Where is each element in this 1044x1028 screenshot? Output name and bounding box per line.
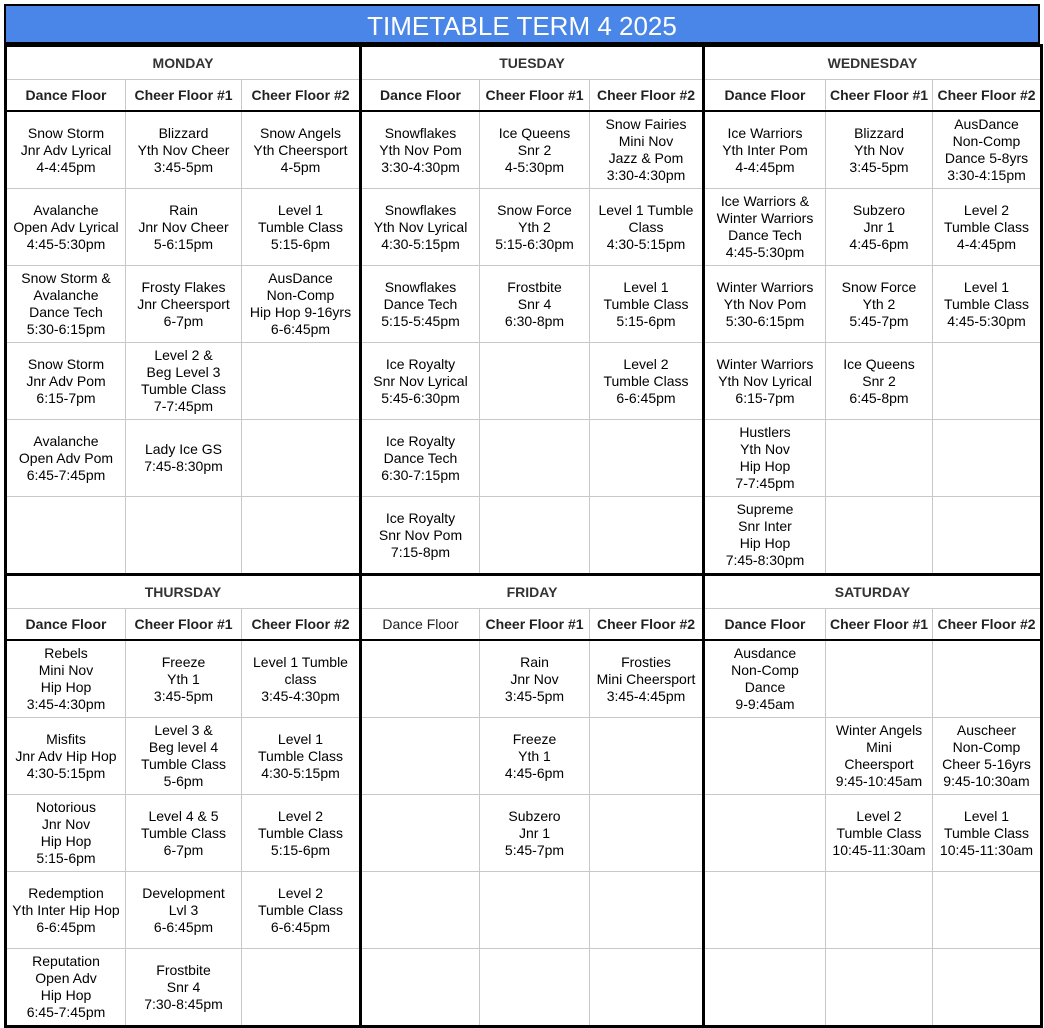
class-cell: Frostbite Snr 4 7:30-8:45pm <box>126 949 242 1027</box>
floor-header-dance-floor: Dance Floor <box>6 80 126 112</box>
class-cell: Level 2 Tumble Class 10:45-11:30am <box>826 795 933 872</box>
floor-header-dance-floor: Dance Floor <box>6 609 126 641</box>
class-cell: Snow Force Yth 2 5:15-6:30pm <box>480 189 590 266</box>
class-cell <box>480 872 590 949</box>
class-cell <box>480 420 590 497</box>
class-cell: Snow Angels Yth Cheersport 4-5pm <box>242 111 361 189</box>
class-cell: Redemption Yth Inter Hip Hop 6-6:45pm <box>6 872 126 949</box>
class-cell: Blizzard Yth Nov Cheer 3:45-5pm <box>126 111 242 189</box>
floor-header-cheer-floor-1: Cheer Floor #1 <box>480 80 590 112</box>
class-cell <box>933 949 1042 1027</box>
floor-header-dance-floor: Dance Floor <box>704 80 826 112</box>
class-cell <box>590 497 704 575</box>
class-cell <box>826 640 933 718</box>
time-slot-row <box>6 872 1042 949</box>
timetable-grid <box>4 44 1043 1028</box>
class-cell: Snow Storm & Avalanche Dance Tech 5:30-6:15pm <box>6 266 126 343</box>
class-cell <box>590 420 704 497</box>
class-cell <box>6 497 126 575</box>
time-slot-row <box>6 718 1042 795</box>
class-cell: Snowflakes Dance Tech 5:15-5:45pm <box>361 266 480 343</box>
floor-header-dance-floor: Dance Floor <box>361 80 480 112</box>
day-header-monday: MONDAY <box>6 46 361 80</box>
floor-header-dance-floor: Dance Floor <box>361 609 480 641</box>
day-header-wednesday: WEDNESDAY <box>704 46 1042 80</box>
class-cell: Level 2 Tumble Class 5:15-6pm <box>242 795 361 872</box>
class-cell <box>242 497 361 575</box>
day-header-row <box>6 575 1042 609</box>
class-cell <box>826 872 933 949</box>
time-slot-row <box>6 497 1042 575</box>
time-slot-row <box>6 189 1042 266</box>
class-cell <box>826 949 933 1027</box>
class-cell: Winter Warriors Yth Nov Pom 5:30-6:15pm <box>704 266 826 343</box>
class-cell <box>361 795 480 872</box>
floor-header-cheer-floor-1: Cheer Floor #1 <box>826 609 933 641</box>
class-cell: Reputation Open Adv Hip Hop 6:45-7:45pm <box>6 949 126 1027</box>
class-cell <box>933 497 1042 575</box>
class-cell: Winter Angels Mini Cheersport 9:45-10:45am <box>826 718 933 795</box>
class-cell: Snow Fairies Mini Nov Jazz & Pom 3:30-4:30pm <box>590 111 704 189</box>
class-cell: Frostbite Snr 4 6:30-8pm <box>480 266 590 343</box>
timetable-title: TIMETABLE TERM 4 2025 <box>4 4 1040 44</box>
class-cell <box>590 795 704 872</box>
class-cell <box>242 343 361 420</box>
class-cell: Snowflakes Yth Nov Pom 3:30-4:30pm <box>361 111 480 189</box>
class-cell <box>242 949 361 1027</box>
floor-header-cheer-floor-2: Cheer Floor #2 <box>933 80 1042 112</box>
class-cell: Winter Warriors Yth Nov Lyrical 6:15-7pm <box>704 343 826 420</box>
class-cell <box>590 949 704 1027</box>
floor-header-cheer-floor-1: Cheer Floor #1 <box>126 80 242 112</box>
floor-header-cheer-floor-2: Cheer Floor #2 <box>590 80 704 112</box>
floor-header-cheer-floor-1: Cheer Floor #1 <box>826 80 933 112</box>
class-cell: Freeze Yth 1 3:45-5pm <box>126 640 242 718</box>
floor-header-dance-floor: Dance Floor <box>704 609 826 641</box>
class-cell: Level 1 Tumble Class 10:45-11:30am <box>933 795 1042 872</box>
class-cell: Level 3 & Beg level 4 Tumble Class 5-6pm <box>126 718 242 795</box>
class-cell <box>361 718 480 795</box>
floor-header-cheer-floor-2: Cheer Floor #2 <box>242 609 361 641</box>
class-cell: Rebels Mini Nov Hip Hop 3:45-4:30pm <box>6 640 126 718</box>
class-cell: Blizzard Yth Nov 3:45-5pm <box>826 111 933 189</box>
class-cell: Snowflakes Yth Nov Lyrical 4:30-5:15pm <box>361 189 480 266</box>
time-slot-row <box>6 266 1042 343</box>
floor-header-cheer-floor-2: Cheer Floor #2 <box>933 609 1042 641</box>
class-cell: Ice Warriors & Winter Warriors Dance Tech 4:45-5:30pm <box>704 189 826 266</box>
class-cell <box>704 795 826 872</box>
class-cell: Level 2 Tumble Class 4-4:45pm <box>933 189 1042 266</box>
class-cell: AusDance Non-Comp Hip Hop 9-16yrs 6-6:45pm <box>242 266 361 343</box>
class-cell <box>590 718 704 795</box>
class-cell: Subzero Jnr 1 5:45-7pm <box>480 795 590 872</box>
class-cell: Misfits Jnr Adv Hip Hop 4:30-5:15pm <box>6 718 126 795</box>
time-slot-row <box>6 111 1042 189</box>
class-cell: Level 2 Tumble Class 6-6:45pm <box>242 872 361 949</box>
floor-header-row <box>6 80 1042 112</box>
class-cell: Frosties Mini Cheersport 3:45-4:45pm <box>590 640 704 718</box>
class-cell: Level 1 Tumble Class 4:30-5:15pm <box>590 189 704 266</box>
floor-header-cheer-floor-2: Cheer Floor #2 <box>590 609 704 641</box>
class-cell <box>933 640 1042 718</box>
floor-header-cheer-floor-1: Cheer Floor #1 <box>480 609 590 641</box>
day-header-row <box>6 46 1042 80</box>
class-cell <box>826 420 933 497</box>
floor-header-cheer-floor-2: Cheer Floor #2 <box>242 80 361 112</box>
class-cell: Ice Royalty Snr Nov Lyrical 5:45-6:30pm <box>361 343 480 420</box>
class-cell: Freeze Yth 1 4:45-6pm <box>480 718 590 795</box>
class-cell: Development Lvl 3 6-6:45pm <box>126 872 242 949</box>
class-cell <box>590 872 704 949</box>
class-cell: Ice Queens Snr 2 4-5:30pm <box>480 111 590 189</box>
class-cell: Snow Force Yth 2 5:45-7pm <box>826 266 933 343</box>
class-cell <box>480 497 590 575</box>
time-slot-row <box>6 640 1042 718</box>
class-cell: Frosty Flakes Jnr Cheersport 6-7pm <box>126 266 242 343</box>
class-cell: Level 1 Tumble class 3:45-4:30pm <box>242 640 361 718</box>
class-cell: Ice Royalty Dance Tech 6:30-7:15pm <box>361 420 480 497</box>
class-cell <box>826 497 933 575</box>
class-cell: Level 1 Tumble Class 4:30-5:15pm <box>242 718 361 795</box>
class-cell: Ausdance Non-Comp Dance 9-9:45am <box>704 640 826 718</box>
class-cell <box>126 497 242 575</box>
class-cell: Hustlers Yth Nov Hip Hop 7-7:45pm <box>704 420 826 497</box>
class-cell <box>704 949 826 1027</box>
class-cell: Avalanche Open Adv Pom 6:45-7:45pm <box>6 420 126 497</box>
class-cell <box>480 343 590 420</box>
class-cell: Level 4 & 5 Tumble Class 6-7pm <box>126 795 242 872</box>
time-slot-row <box>6 420 1042 497</box>
class-cell <box>933 420 1042 497</box>
class-cell: Notorious Jnr Nov Hip Hop 5:15-6pm <box>6 795 126 872</box>
class-cell: Avalanche Open Adv Lyrical 4:45-5:30pm <box>6 189 126 266</box>
class-cell: Lady Ice GS 7:45-8:30pm <box>126 420 242 497</box>
class-cell: Level 2 & Beg Level 3 Tumble Class 7-7:45pm <box>126 343 242 420</box>
class-cell: Snow Storm Jnr Adv Lyrical 4-4:45pm <box>6 111 126 189</box>
class-cell <box>480 949 590 1027</box>
day-header-friday: FRIDAY <box>361 575 704 609</box>
day-header-tuesday: TUESDAY <box>361 46 704 80</box>
class-cell: Level 2 Tumble Class 6-6:45pm <box>590 343 704 420</box>
class-cell: Ice Queens Snr 2 6:45-8pm <box>826 343 933 420</box>
time-slot-row <box>6 343 1042 420</box>
class-cell: AusDance Non-Comp Dance 5-8yrs 3:30-4:15pm <box>933 111 1042 189</box>
class-cell <box>242 420 361 497</box>
class-cell: Level 1 Tumble Class 4:45-5:30pm <box>933 266 1042 343</box>
class-cell: Ice Royalty Snr Nov Pom 7:15-8pm <box>361 497 480 575</box>
class-cell <box>361 872 480 949</box>
class-cell: Level 1 Tumble Class 5:15-6pm <box>242 189 361 266</box>
class-cell: Supreme Snr Inter Hip Hop 7:45-8:30pm <box>704 497 826 575</box>
time-slot-row <box>6 795 1042 872</box>
class-cell: Rain Jnr Nov 3:45-5pm <box>480 640 590 718</box>
day-header-saturday: SATURDAY <box>704 575 1042 609</box>
class-cell <box>704 872 826 949</box>
day-header-thursday: THURSDAY <box>6 575 361 609</box>
class-cell <box>933 872 1042 949</box>
class-cell <box>933 343 1042 420</box>
class-cell <box>361 949 480 1027</box>
floor-header-row <box>6 609 1042 641</box>
class-cell: Rain Jnr Nov Cheer 5-6:15pm <box>126 189 242 266</box>
class-cell <box>361 640 480 718</box>
class-cell: Level 1 Tumble Class 5:15-6pm <box>590 266 704 343</box>
floor-header-cheer-floor-1: Cheer Floor #1 <box>126 609 242 641</box>
class-cell: Auscheer Non-Comp Cheer 5-16yrs 9:45-10:30am <box>933 718 1042 795</box>
class-cell <box>704 718 826 795</box>
time-slot-row <box>6 949 1042 1027</box>
class-cell: Ice Warriors Yth Inter Pom 4-4:45pm <box>704 111 826 189</box>
class-cell: Subzero Jnr 1 4:45-6pm <box>826 189 933 266</box>
class-cell: Snow Storm Jnr Adv Pom 6:15-7pm <box>6 343 126 420</box>
